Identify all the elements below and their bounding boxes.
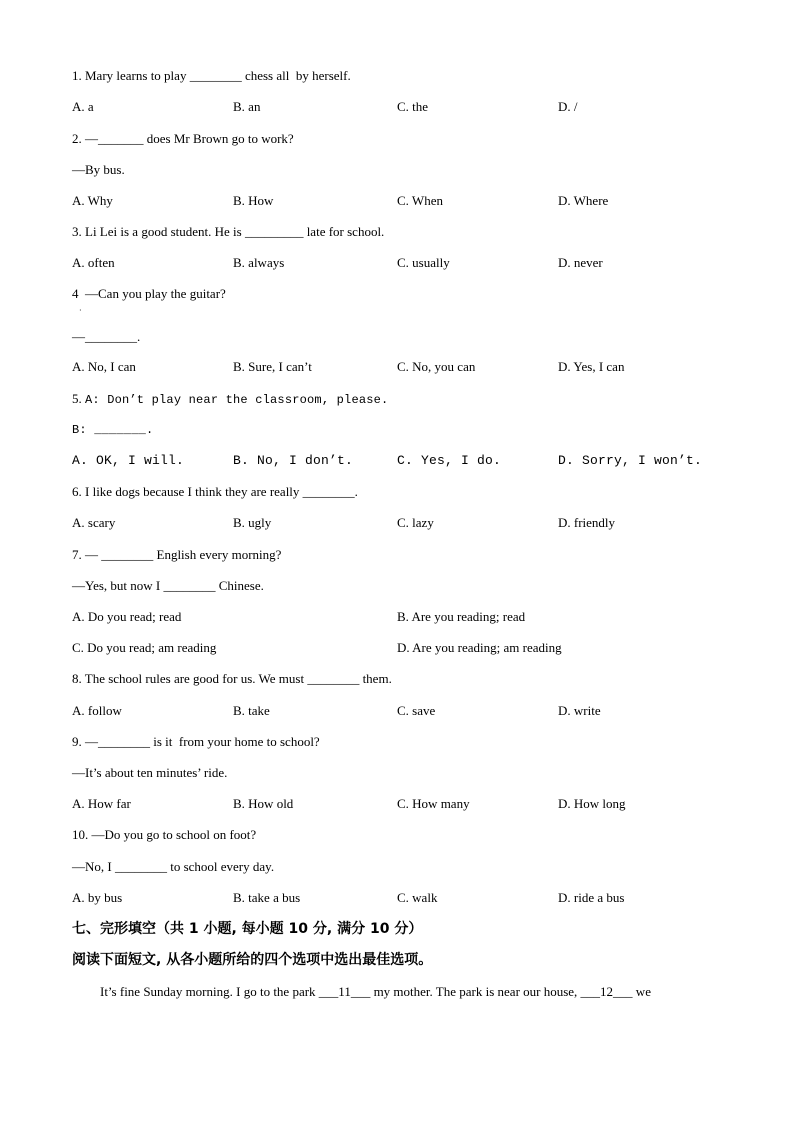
question-7-stem: 7. — ________ English every morning? [72,547,282,562]
question-3-option-a[interactable]: A. often [72,255,115,270]
question-4-option-d[interactable]: D. Yes, I can [558,359,625,374]
question-5-option-a[interactable]: A. OK, I will. [72,453,185,468]
question-2-stem: 2. —_______ does Mr Brown go to work? [72,131,294,146]
question-9-option-d[interactable]: D. How long [558,796,626,811]
question-6-option-c[interactable]: C. lazy [397,515,434,530]
question-2-option-a[interactable]: A. Why [72,193,113,208]
question-3-option-b[interactable]: B. always [233,255,285,270]
question-4-option-a[interactable]: A. No, I can [72,359,136,374]
question-8-option-b[interactable]: B. take [233,703,270,718]
question-6-option-a[interactable]: A. scary [72,515,116,530]
question-4-option-c[interactable]: C. No, you can [397,359,476,374]
question-8-stem: 8. The school rules are good for us. We must ________ them. [72,671,392,686]
question-2-reply: —By bus. [72,162,125,177]
question-1-option-d[interactable]: D. / [558,99,578,114]
question-8-option-d[interactable]: D. write [558,703,601,718]
question-10-option-d[interactable]: D. ride a bus [558,890,625,905]
question-7-reply: —Yes, but now I ________ Chinese. [72,578,264,593]
question-1-option-a[interactable]: A. a [72,99,94,114]
question-1-option-c[interactable]: C. the [397,99,429,114]
question-9-option-c[interactable]: C. How many [397,796,470,811]
question-10-stem: 10. —Do you go to school on foot? [72,827,257,842]
question-10-reply: —No, I ________ to school every day. [72,859,275,874]
question-5-option-d[interactable]: D. Sorry, I won’t. [558,453,703,468]
section-title: 七、完形填空（共 1 小题, 每小题 10 分, 满分 10 分） [72,921,423,937]
question-10-option-a[interactable]: A. by bus [72,890,123,905]
question-5-option-b[interactable]: B. No, I don’t. [233,453,354,468]
question-9-option-b[interactable]: B. How old [233,796,294,811]
question-5-reply: B: _______. [72,423,154,437]
question-8-option-a[interactable]: A. follow [72,703,122,718]
passage-line: It’s fine Sunday morning. I go to the park ___11___ my mother. The park is near our house, ___12___ we [100,984,651,999]
question-1-stem: 1. Mary learns to play ________ chess all by herself. [72,68,351,83]
question-9-option-a[interactable]: A. How far [72,796,131,811]
question-4-stem: 4 —Can you play the guitar? [72,286,226,301]
question-8-option-c[interactable]: C. save [397,703,436,718]
question-9-reply: —It’s about ten minutes’ ride. [72,765,228,780]
question-6-stem: 6. I like dogs because I think they are really ________. [72,484,358,499]
question-6-option-d[interactable]: D. friendly [558,515,616,530]
question-7-option-c[interactable]: C. Do you read; am reading [72,640,217,655]
question-7-option-a[interactable]: A. Do you read; read [72,609,182,624]
question-10-option-b[interactable]: B. take a bus [233,890,301,905]
question-4-option-b[interactable]: B. Sure, I can’t [233,359,312,374]
question-2-option-b[interactable]: B. How [233,193,274,208]
question-3-option-c[interactable]: C. usually [397,255,450,270]
question-10-option-c[interactable]: C. walk [397,890,438,905]
question-2-option-c[interactable]: C. When [397,193,443,208]
question-6-option-b[interactable]: B. ugly [233,515,272,530]
question-7-option-b[interactable]: B. Are you reading; read [397,609,526,624]
question-4-reply: —________. [72,329,141,344]
question-2-option-d[interactable]: D. Where [558,193,609,208]
question-5-option-c[interactable]: C. Yes, I do. [397,453,502,468]
stray-dot: · [79,306,82,315]
question-1-option-b[interactable]: B. an [233,99,261,114]
question-7-option-d[interactable]: D. Are you reading; am reading [397,640,562,655]
question-5-stem: 5. A: Don’t play near the classroom, please. [72,391,389,407]
question-3-stem: 3. Li Lei is a good student. He is _________ late for school. [72,224,385,239]
question-9-stem: 9. —________ is it from your home to school? [72,734,320,749]
question-3-option-d[interactable]: D. never [558,255,603,270]
section-instruction: 阅读下面短文, 从各小题所给的四个选项中选出最佳选项。 [72,952,433,968]
